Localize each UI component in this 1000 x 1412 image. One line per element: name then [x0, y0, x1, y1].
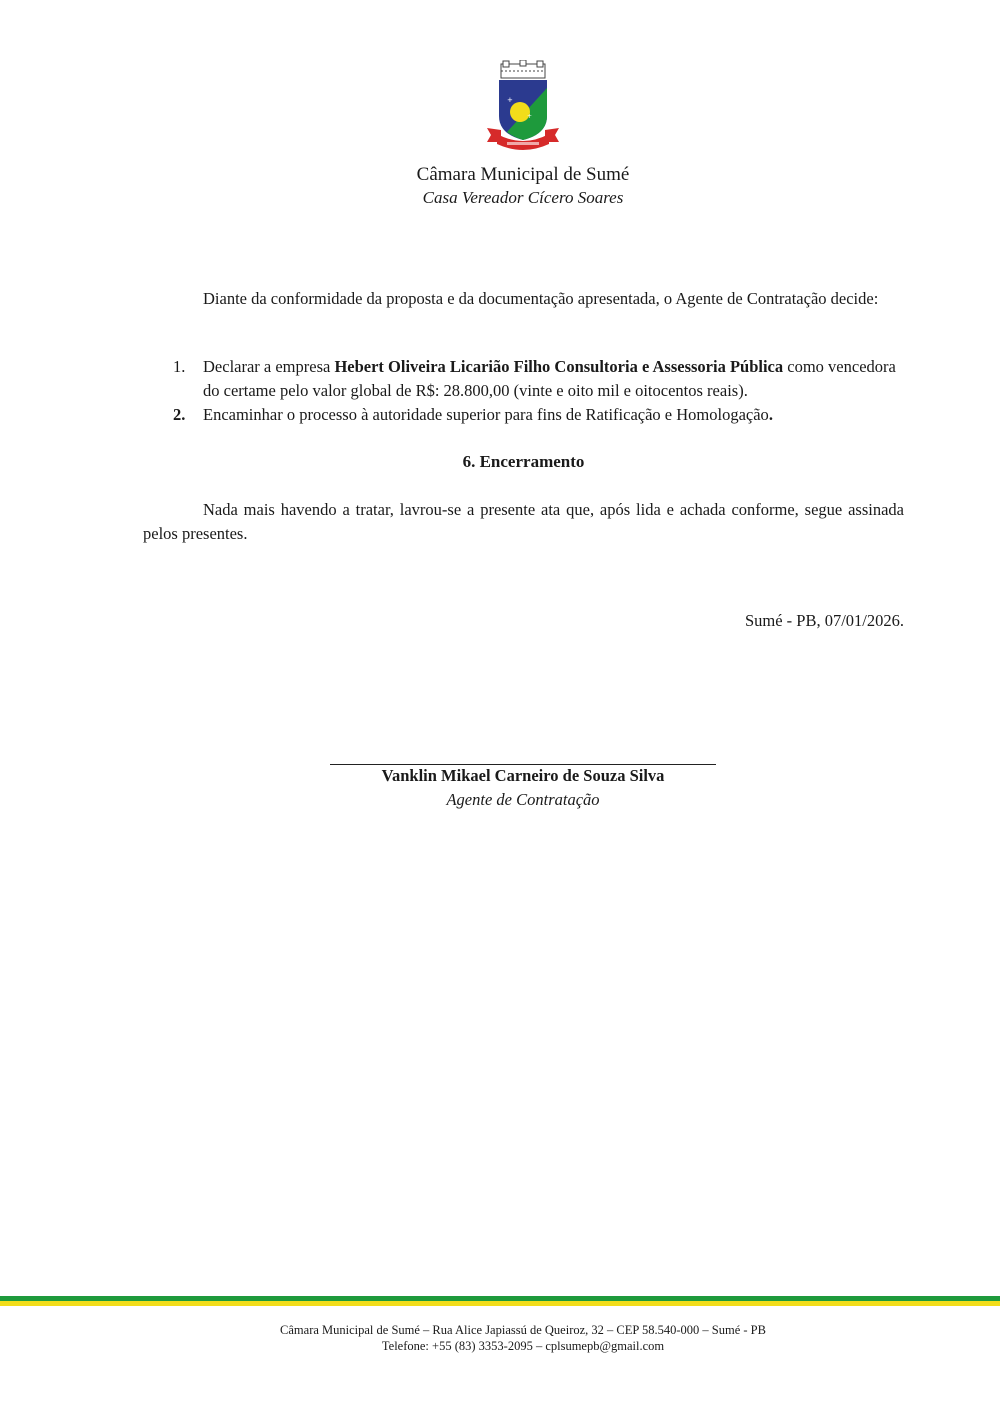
institution-name: Câmara Municipal de Sumé [416, 164, 630, 185]
signatory-name: Vanklin Mikael Carneiro de Souza Silva [381, 766, 665, 785]
list-item [143, 355, 904, 403]
decision-text-after: como vencedora do certame pelo valor global de R$: 28.800,00 (vinte e oito mil e oitocentos reais). [203, 357, 896, 400]
svg-text:+: + [507, 96, 513, 104]
list-item-number: 2. [173, 405, 186, 424]
signatory-role: Agente de Contratação [446, 790, 600, 809]
footer-contact: Telefone: +55 (83) 3353-2095 – cplsumepb@gmail.com [381, 1339, 665, 1353]
company-name: Hebert Oliveira Licarião Filho Consultoria e Assessoria Pública [334, 357, 784, 376]
footer-bar-yellow [0, 1301, 1000, 1306]
footer-address: Câmara Municipal de Sumé – Rua Alice Japiassú de Queiroz, 32 – CEP 58.540-000 – Sumé - PB [280, 1323, 766, 1337]
municipal-coat-of-arms-icon [483, 60, 563, 152]
closing-paragraph: Nada mais havendo a tratar, lavrou-se a presente ata que, após lida e achada conforme, segue assinada pelos presentes. [143, 500, 904, 543]
coat-of-arms-logo [483, 60, 563, 152]
section-heading: 6. Encerramento [462, 452, 585, 471]
signature-line [330, 764, 716, 765]
intro-paragraph: Diante da conformidade da proposta e da documentação apresentada, o Agente de Contratação decide: [203, 289, 879, 308]
decision-text-before: Declarar a empresa [203, 357, 335, 376]
decision-trailing-period: . [768, 405, 773, 424]
list-item [143, 403, 904, 427]
list-item-number: 1. [173, 357, 186, 376]
place-date: Sumé - PB, 07/01/2026. [744, 611, 904, 630]
svg-text:+: + [527, 113, 533, 120]
decision-list [143, 355, 904, 427]
institution-subtitle: Casa Vereador Cícero Soares [422, 188, 624, 207]
decision-text: Encaminhar o processo à autoridade superior para fins de Ratificação e Homologação [203, 405, 769, 424]
